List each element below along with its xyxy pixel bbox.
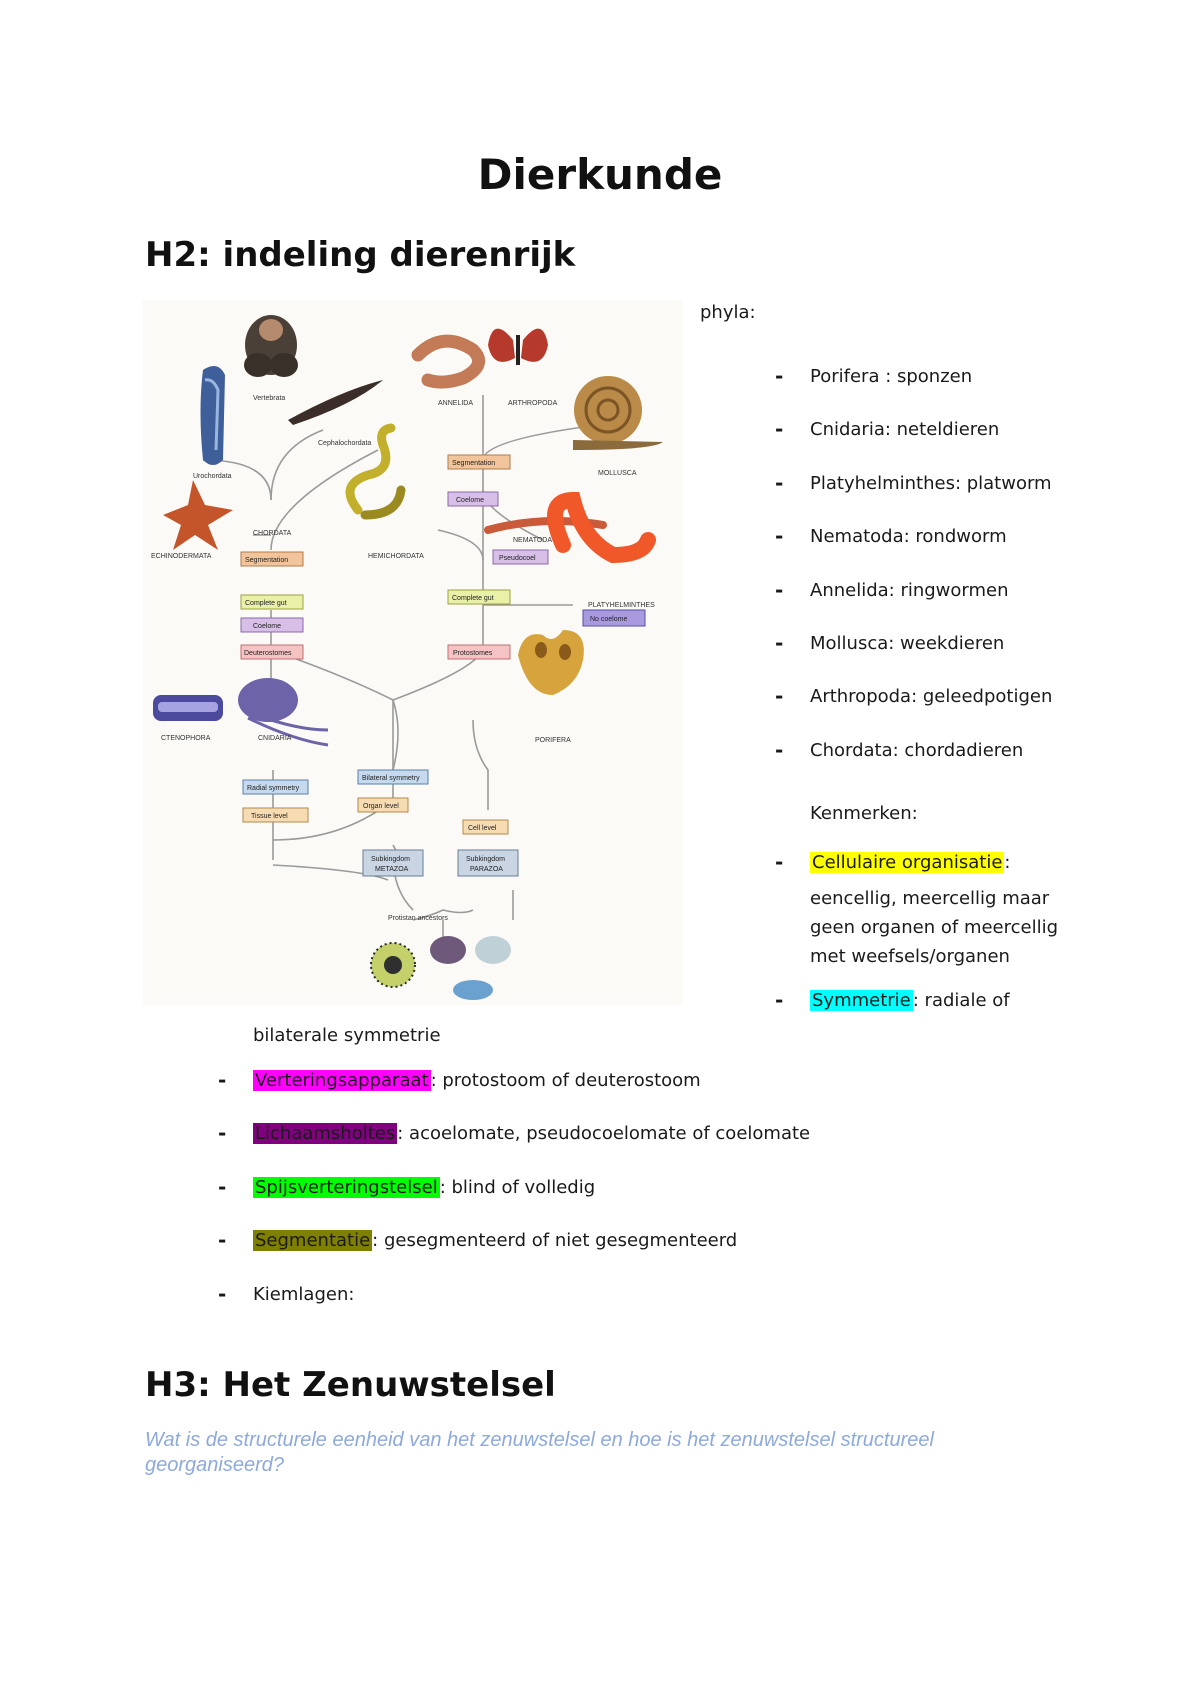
- label-cnidaria: CNIDARIA: [258, 735, 292, 742]
- list-item: - Lichaamsholtes : acoelomate, pseudocoelomate of coelomate: [218, 1121, 811, 1145]
- section-heading-h2: H2: indeling dierenrijk: [145, 235, 576, 275]
- box-complete-gut-left: Complete gut: [245, 600, 287, 607]
- box-protostomes: Protostomes: [453, 650, 493, 657]
- label-mollusca: MOLLUSCA: [598, 470, 637, 477]
- label-ctenophora: CTENOPHORA: [161, 735, 211, 742]
- ctenophore-illustration: [153, 695, 223, 721]
- box-metazoa-line2: METAZOA: [375, 866, 409, 873]
- document-title: Dierkunde: [477, 150, 723, 199]
- label-protistan-ancestors: Protistan ancestors: [388, 915, 448, 922]
- study-question: Wat is de structurele eenheid van het zenuwstelsel en hoe is het zenuwstelsel structureel georganiseerd?: [145, 1429, 934, 1476]
- list-item: - Porifera : sponzen: [775, 364, 973, 388]
- box-bilateral-symmetry: Bilateral symmetry: [362, 775, 420, 782]
- label-platyhelminthes: PLATYHELMINTHES: [588, 602, 655, 609]
- list-item: - Mollusca: weekdieren: [775, 631, 1005, 655]
- label-urochordata: Urochordata: [193, 473, 232, 480]
- label-cephalochordata: Cephalochordata: [318, 440, 372, 447]
- list-item: - Spijsverteringstelsel : blind of volledig: [218, 1175, 596, 1199]
- highlight-term: Cellulaire organisatie: [812, 852, 1003, 873]
- section-heading-h3: H3: Het Zenuwstelsel: [145, 1365, 556, 1405]
- kenmerken-label: Kenmerken:: [810, 803, 918, 824]
- label-echinodermata: ECHINODERMATA: [151, 553, 212, 560]
- box-deuterostomes: Deuterostomes: [244, 650, 292, 657]
- label-vertebrata: Vertebrata: [253, 395, 286, 402]
- list-item: - Nematoda: rondworm: [775, 524, 1007, 548]
- box-complete-gut-right: Complete gut: [452, 595, 494, 602]
- box-organ-level: Organ level: [363, 803, 399, 810]
- list-item: - Kiemlagen:: [218, 1282, 355, 1306]
- phylogeny-diagram: [143, 300, 683, 1005]
- label-annelida: ANNELIDA: [438, 400, 474, 407]
- box-coelome-right: Coelome: [456, 497, 485, 504]
- feature-cellulaire-description: eencellig, meercellig maar geen organen of meercellig met weefsels/organen: [810, 888, 1059, 967]
- box-cell-level: Cell level: [468, 825, 497, 832]
- box-segmentation-right: Segmentation: [452, 460, 496, 467]
- box-metazoa-line1: Subkingdom: [371, 856, 410, 863]
- box-coelome-left: Coelome: [253, 623, 282, 630]
- feature-symmetrie-continuation: bilaterale symmetrie: [253, 1025, 441, 1046]
- feature-cellulaire-organisatie: - Cellulaire organisatie :: [775, 850, 1011, 874]
- box-radial-symmetry: Radial symmetry: [247, 785, 300, 792]
- list-item: - Cnidaria: neteldieren: [775, 417, 1000, 441]
- list-item: - Chordata: chordadieren: [775, 738, 1024, 762]
- list-item: - Verteringsapparaat : protostoom of deuterostoom: [218, 1068, 701, 1092]
- box-parazoa-line1: Subkingdom: [466, 856, 505, 863]
- label-arthropoda: ARTHROPODA: [508, 400, 558, 407]
- box-no-coelome: No coelome: [590, 616, 628, 623]
- box-parazoa-line2: PARAZOA: [470, 866, 503, 873]
- list-item: - Annelida: ringwormen: [775, 578, 1009, 602]
- label-hemichordata: HEMICHORDATA: [368, 553, 424, 560]
- box-pseudocoel: Pseudocoel: [499, 555, 536, 562]
- label-nematoda: NEMATODA: [513, 537, 553, 544]
- label-chordata: CHORDATA: [253, 530, 292, 537]
- tunicate-illustration: [201, 366, 226, 465]
- list-item: - Platyhelminthes: platworm: [775, 471, 1052, 495]
- list-item: - Segmentatie : gesegmenteerd of niet gesegmenteerd: [218, 1228, 738, 1252]
- box-tissue-level: Tissue level: [251, 813, 288, 820]
- feature-symmetrie: - Symmetrie : radiale of: [775, 988, 1010, 1012]
- label-porifera: PORIFERA: [535, 737, 571, 744]
- phyla-label: phyla:: [700, 302, 756, 323]
- highlight-term: Symmetrie: [812, 990, 911, 1011]
- box-segmentation-left: Segmentation: [245, 557, 289, 564]
- list-item: - Arthropoda: geleedpotigen: [775, 684, 1053, 708]
